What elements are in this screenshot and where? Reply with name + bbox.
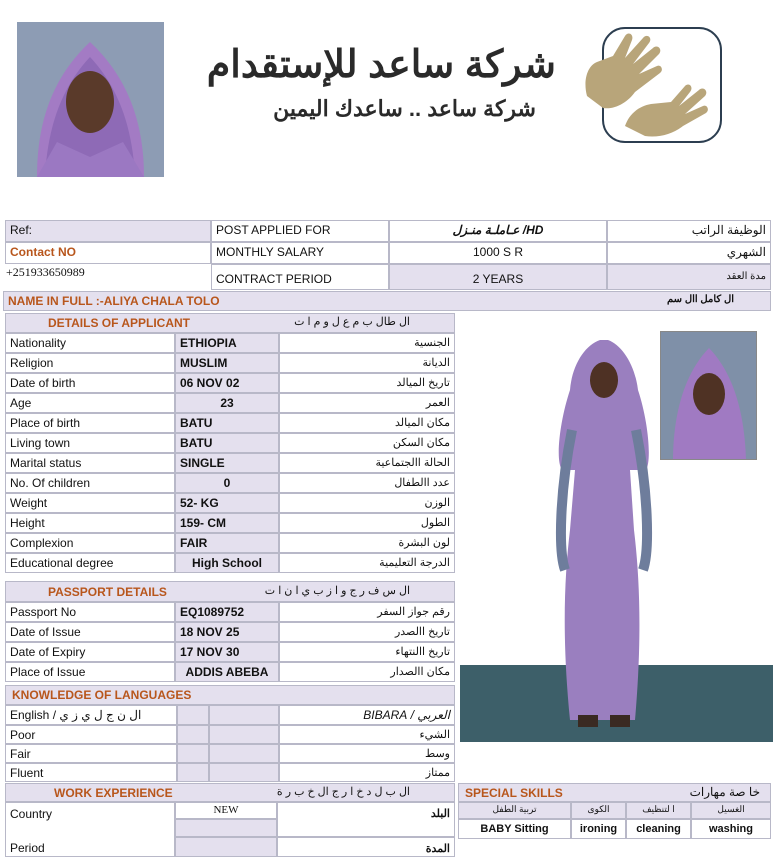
language-level-label: Fluent [5, 763, 177, 782]
applicant-row-value: 0 [175, 473, 279, 493]
post-label: POST APPLIED FOR [211, 220, 389, 242]
country-label: Country [5, 802, 175, 837]
applicant-row-value: BATU [175, 413, 279, 433]
skills-title-ar: خا صة مهارات [689, 785, 760, 799]
company-header [188, 10, 754, 182]
post-value: HD/ عـاملـة منـزل [389, 220, 607, 242]
applicant-title-ar: ال طال ب م ع ل و م ا ت [294, 316, 410, 328]
salary-value: 1000 S R [389, 242, 607, 264]
passport-row-value: EQ1089752 [175, 602, 279, 622]
applicant-row-label: Weight [5, 493, 175, 513]
skill-label: ironing [571, 819, 626, 839]
country-value-2 [175, 819, 277, 837]
work-title-ar: ال ب ل د خ ا ر ج ال خ ب ر ة [276, 786, 410, 798]
passport-row-value: 18 NOV 25 [175, 622, 279, 642]
applicant-row-ar: مكان السكن [279, 433, 455, 453]
skill-label: cleaning [626, 819, 691, 839]
applicant-row-label: Age [5, 393, 175, 413]
language-level-col2 [209, 725, 279, 744]
applicant-row-label: Nationality [5, 333, 175, 353]
applicant-row-value: 159- CM [175, 513, 279, 533]
salary-label: MONTHLY SALARY [211, 242, 389, 264]
applicant-row-value: ETHIOPIA [175, 333, 279, 353]
applicant-row-ar: عدد االطفال [279, 473, 455, 493]
country-ar: البلد [277, 802, 455, 837]
language-level-ar: ممتاز [279, 763, 455, 782]
applicant-row-value: 06 NOV 02 [175, 373, 279, 393]
applicant-row-value: FAIR [175, 533, 279, 553]
period-ar: المدة [277, 837, 455, 857]
period-value [175, 837, 277, 857]
applicant-row-ar: الحالة االجتماعية [279, 453, 455, 473]
ref-label: Ref: [5, 220, 211, 242]
contract-value: 2 YEARS [389, 264, 607, 290]
post-ar: الوظيفة الراتب [607, 220, 771, 242]
passport-row-ar: تاريخ االنتهاء [279, 642, 455, 662]
passport-row-label: Date of Expiry [5, 642, 175, 662]
contract-label: CONTRACT PERIOD [211, 264, 389, 290]
contact-label: Contact NO [5, 242, 211, 264]
language-level-label: Fair [5, 744, 177, 763]
applicant-row-ar: الجنسية [279, 333, 455, 353]
passport-title: PASSPORT DETAILS [5, 581, 455, 602]
skill-ar-label: الكوى [571, 802, 626, 819]
language-level-col1 [177, 744, 209, 763]
language-level-ar: وسط [279, 744, 455, 763]
applicant-row-ar: العمر [279, 393, 455, 413]
language-level-col2 [209, 744, 279, 763]
applicant-row-value: BATU [175, 433, 279, 453]
applicant-row-ar: لون البشرة [279, 533, 455, 553]
work-title: WORK EXPERIENCE [5, 783, 455, 802]
company-name: شركة ساعد للإستقدام [206, 44, 556, 86]
applicant-row-ar: تاريخ الميالد [279, 373, 455, 393]
english-label: English / ال ن ج ل ي ز ي [5, 705, 177, 725]
applicant-row-label: Educational degree [5, 553, 175, 573]
company-logo [573, 26, 723, 144]
english-col-2 [209, 705, 279, 725]
full-name: NAME IN FULL :-ALIYA CHALA TOLO [8, 294, 220, 308]
applicant-row-label: Living town [5, 433, 175, 453]
applicant-row-value: 23 [175, 393, 279, 413]
applicant-row-label: Marital status [5, 453, 175, 473]
applicant-row-label: Religion [5, 353, 175, 373]
full-name-ar: ال كامل اال سم [667, 294, 734, 305]
applicant-row-ar: الديانة [279, 353, 455, 373]
applicant-row-label: Height [5, 513, 175, 533]
languages-title: KNOWLEDGE OF LANGUAGES [5, 685, 455, 705]
language-level-label: Poor [5, 725, 177, 744]
language-level-col1 [177, 763, 209, 782]
applicant-row-value: MUSLIM [175, 353, 279, 373]
applicant-row-label: Complexion [5, 533, 175, 553]
full-name-bar [3, 291, 771, 311]
applicant-row-ar: الدرجة التعليمية [279, 553, 455, 573]
language-level-col2 [209, 763, 279, 782]
applicant-row-value: High School [175, 553, 279, 573]
skills-title: SPECIAL SKILLS [458, 783, 771, 802]
applicant-title: DETAILS OF APPLICANT [5, 313, 455, 333]
company-slogan: شركة ساعد .. ساعدك اليمين [273, 96, 536, 121]
applicant-portrait-photo [17, 22, 164, 177]
applicant-row-label: Place of birth [5, 413, 175, 433]
passport-row-value: 17 NOV 30 [175, 642, 279, 662]
applicant-row-label: No. Of children [5, 473, 175, 493]
skill-ar-label: الغسيل [691, 802, 771, 819]
english-col-1 [177, 705, 209, 725]
applicant-row-value: SINGLE [175, 453, 279, 473]
skill-label: BABY Sitting [458, 819, 571, 839]
phone-number: +251933650989 [6, 265, 85, 279]
skill-label: washing [691, 819, 771, 839]
applicant-row-ar: مكان الميالد [279, 413, 455, 433]
passport-row-label: Date of Issue [5, 622, 175, 642]
passport-row-value: ADDIS ABEBA [175, 662, 279, 682]
language-level-ar: الشيء [279, 725, 455, 744]
arabic-label: العربي / BIBARA [279, 705, 455, 725]
period-label: Period [5, 837, 175, 857]
contract-ar: مدة العقد [607, 264, 771, 290]
skill-ar-label: ا لتنظيف [626, 802, 691, 819]
inset-portrait-photo [660, 331, 757, 460]
passport-row-label: Passport No [5, 602, 175, 622]
skill-ar-label: تربية الطفل [458, 802, 571, 819]
applicant-row-label: Date of birth [5, 373, 175, 393]
country-value: NEW [175, 802, 277, 819]
passport-row-ar: تاريخ االصدر [279, 622, 455, 642]
language-level-col1 [177, 725, 209, 744]
salary-ar: الشهري [607, 242, 771, 264]
applicant-row-ar: الطول [279, 513, 455, 533]
applicant-row-ar: الوزن [279, 493, 455, 513]
passport-row-label: Place of Issue [5, 662, 175, 682]
applicant-row-value: 52- KG [175, 493, 279, 513]
passport-row-ar: مكان االصدار [279, 662, 455, 682]
passport-row-ar: رقم جواز السفر [279, 602, 455, 622]
passport-title-ar: ال س ف ر ج و ا ز ب ي ا ن ا ت [264, 585, 410, 597]
